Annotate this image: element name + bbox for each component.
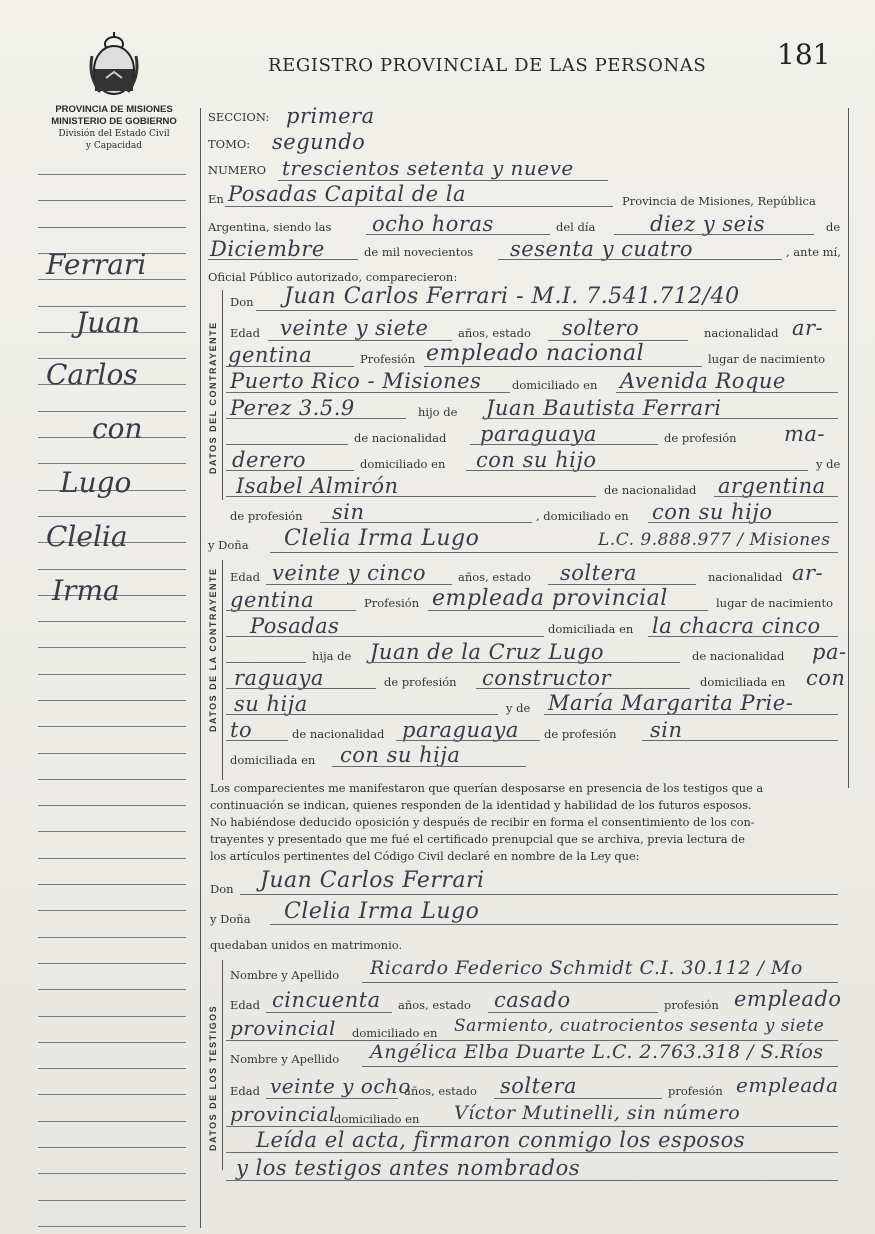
value-nac-padre-ella-b: raguaya [234,666,324,690]
org-line-2: MINISTERIO DE GOBIERNO [51,116,177,127]
label-argentina-siendo: Argentina, siendo las [208,220,332,234]
margin-rule [38,753,186,754]
value-padre-el: Juan Bautista Ferrari [486,396,722,420]
label-t2-anos-estado: años, estado [404,1084,477,1098]
label-domiciliado-el: domiciliado en [512,378,598,392]
label-de-mil: de mil novecientos [364,245,474,259]
margin-rule [38,1042,186,1043]
margin-name-2: Juan [76,306,140,339]
value-nac-padre-el: paraguaya [480,422,597,446]
value-dom-el-b: Perez 3.5.9 [230,396,355,420]
value-seccion: primera [286,104,375,128]
org-block [30,104,198,152]
value-decl-don: Juan Carlos Ferrari [260,868,485,893]
margin-rule [38,1173,186,1174]
paragraph-line-4: trayentes y presentado que me fué el certificado prenupcial que se archiva, previa lectura de [210,833,745,846]
value-numero: trescientos setenta y nueve [282,156,574,180]
page-title: REGISTRO PROVINCIAL DE LAS PERSONAS [268,55,707,76]
label-prof-madre-el: de profesión [230,509,303,523]
label-don: Don [230,295,254,309]
label-dom-padre-ella: domiciliada en [700,675,786,689]
value-t1-edad: cincuenta [272,988,381,1012]
value-lugar: Posadas Capital de la [228,182,467,206]
value-prof-madre-el: sin [332,500,365,524]
value-t2-prof-a: empleada [736,1073,839,1097]
contrayente-rule [222,290,223,500]
contrayente-f-rule [222,560,223,780]
label-quedaban: quedaban unidos en matrimonio. [210,938,403,952]
value-lugar-nac-el: Puerto Rico - Misiones [230,369,482,393]
value-t1-nombre: Ricardo Federico Schmidt C.I. 30.112 / Mo [370,957,803,979]
label-profesion-ella: Profesión [364,596,420,610]
label-prof-madre-ella: de profesión [544,727,617,741]
label-dom-padre-el: domiciliado en [360,457,446,471]
value-nac-el-b: gentina [228,343,313,367]
value-prof-padre-ella: constructor [482,666,612,690]
label-dom-madre-ella: domiciliada en [230,753,316,767]
value-madre-ella-a: María Margarita Prie- [548,691,794,715]
label-t2-nombre: Nombre y Apellido [230,1052,340,1066]
margin-rule [38,516,186,517]
label-y-de: y de [816,457,841,471]
value-dona: Clelia Irma Lugo [284,526,480,551]
label-nac-madre-el: de nacionalidad [604,483,697,497]
label-y-dona: y Doña [208,538,249,552]
margin-rule [38,963,186,964]
label-t2-domiciliado: domiciliado en [334,1112,420,1126]
value-t1-dom: Sarmiento, cuatrocientos sesenta y siete [454,1016,825,1036]
value-t2-dom: Víctor Mutinelli, sin número [454,1102,741,1124]
coat-of-arms-icon [86,26,142,98]
value-t1-prof-a: empleado [734,987,842,1011]
label-hija-de: hija de [312,649,352,663]
section-label-contrayente: DATOS DEL CONTRAYENTE [208,321,218,474]
margin-rule [38,858,186,859]
value-estado-ella: soltera [560,561,638,585]
left-column-rule [200,108,201,1228]
margin-rule [38,1147,186,1148]
label-en: En [208,192,224,206]
value-nac-madre-el: argentina [718,474,826,498]
paragraph-line-5: los artículos pertinentes del Código Civil declaré en nombre de la Ley que: [210,850,640,863]
margin-name-4: con [92,412,143,445]
value-dona-doc: L.C. 9.888.977 / Misiones [598,530,831,550]
label-del-dia: del día [556,220,596,234]
value-estado-el: soltero [562,316,640,340]
label-de-1: de [826,220,841,234]
value-prof-padre-a: ma- [784,422,826,446]
margin-rule [38,726,186,727]
value-t2-nombre: Angélica Elba Duarte L.C. 2.763.318 / S.Ríos [370,1041,824,1063]
paragraph-line-1: Los comparecientes me manifestaron que querían desposarse en presencia de los testigos que a [210,782,764,795]
label-anos-estado-ella: años, estado [458,570,531,584]
margin-rule [38,937,186,938]
margin-rule [38,989,186,990]
margin-rule [38,805,186,806]
value-padre-ella: Juan de la Cruz Lugo [370,640,605,664]
margin-name-3: Carlos [46,358,138,391]
value-t2-edad: veinte y ocho [270,1074,411,1098]
right-rule [848,108,849,788]
label-tomo: TOMO: [208,137,251,151]
margin-rule [38,700,186,701]
value-prof-padre-b: derero [232,448,307,472]
paragraph-line-3: No habiéndose deducido oposición y después de recibir en forma el consentimiento de los con- [210,816,755,829]
margin-rule [38,779,186,780]
margin-rule [38,463,186,464]
margin-rule [38,674,186,675]
value-anio: sesenta y cuatro [510,237,694,261]
value-t2-estado: soltera [500,1074,578,1098]
label-hijo-de: hijo de [418,405,458,419]
section-label-contrayente-f: DATOS DE LA CONTRAYENTE [208,567,218,732]
closing-line-1: Leída el acta, firmaron conmigo los esposos [256,1128,746,1152]
label-domiciliada-ella: domiciliada en [548,622,634,636]
label-prof-padre-ella: de profesión [384,675,457,689]
margin-rule [38,621,186,622]
label-nac-padre-ella: de nacionalidad [692,649,785,663]
value-dom-padre-ella-b: su hija [234,692,308,716]
paragraph-line-2: continuación se indican, quienes responden de la identidad y habilidad de los futuros esposos. [210,799,752,812]
label-oficial: Oficial Público autorizado, comparecieron: [208,270,458,284]
label-t2-edad: Edad [230,1084,260,1098]
margin-name-7: Irma [52,574,120,607]
margin-rule [38,1016,186,1017]
margin-rule [38,1121,186,1122]
label-decl-don: Don [210,882,234,896]
margin-rule [38,1094,186,1095]
testigos-rule [222,960,223,1170]
label-lugar-nac-el: lugar de nacimiento [708,352,825,366]
value-t1-prof-b: provincial [230,1016,336,1040]
value-mes: Diciembre [210,237,325,261]
value-t1-estado: casado [494,988,571,1012]
label-t1-nombre: Nombre y Apellido [230,968,340,982]
label-t1-anos-estado: años, estado [398,998,471,1012]
value-nac-madre-ella: paraguaya [402,718,519,742]
value-nac-ella-b: gentina [230,588,315,612]
closing-line-2: y los testigos antes nombrados [236,1156,580,1180]
value-prof-madre-ella: sin [650,718,683,742]
label-nac-madre-ella: de nacionalidad [292,727,385,741]
value-dom-padre-el: con su hijo [476,448,597,472]
label-dom-madre-el: , domiciliado en [536,509,629,523]
value-edad-el: veinte y siete [280,316,429,340]
label-anos-estado-el: años, estado [458,326,531,340]
value-dom-madre-ella: con su hija [340,743,461,767]
org-line-1: PROVINCIA DE MISIONES [55,104,173,115]
label-t2-profesion: profesión [668,1084,723,1098]
org-line-3: División del Estado Civil [58,129,170,139]
label-nac-padre-el: de nacionalidad [354,431,447,445]
value-dom-ella: la chacra cinco [652,614,821,638]
value-t2-prof-b: provincial [230,1102,336,1126]
section-label-testigos: DATOS DE LOS TESTIGOS [208,1004,218,1151]
value-prof-ella: empleada provincial [432,586,668,611]
margin-rule [38,174,186,175]
value-lugar-nac-ella: Posadas [250,614,340,638]
label-numero: NUMERO [208,163,267,177]
value-dom-el-a: Avenida Roque [620,369,786,393]
margin-rule [38,200,186,201]
margin-rule [38,227,186,228]
label-ante-mi: , ante mí, [786,245,841,259]
value-dom-madre-el: con su hijo [652,500,773,524]
margin-rule [38,884,186,885]
label-nacionalidad-el: nacionalidad [704,326,779,340]
value-madre-el: Isabel Almirón [236,474,399,498]
label-edad-el: Edad [230,326,260,340]
margin-rule [38,647,186,648]
value-nac-ella-a: ar- [792,561,824,585]
value-don: Juan Carlos Ferrari - M.I. 7.541.712/40 [284,284,740,309]
value-nac-el-a: ar- [792,316,824,340]
label-decl-dona: y Doña [210,912,251,926]
value-nac-padre-ella-a: pa- [812,640,847,664]
value-hora: ocho horas [372,212,494,236]
label-profesion-el: Profesión [360,352,416,366]
label-lugar-nac-ella: lugar de nacimiento [716,596,833,610]
label-seccion: SECCION: [208,110,270,124]
value-dia: diez y seis [650,212,766,236]
margin-rule [38,1200,186,1201]
value-prof-el: empleado nacional [426,341,645,366]
label-prof-padre-el: de profesión [664,431,737,445]
org-line-4: y Capacidad [85,141,143,151]
label-t1-edad: Edad [230,998,260,1012]
margin-name-1: Ferrari [46,248,147,281]
margin-name-5: Lugo [60,466,132,499]
folio-number: 181 [777,38,831,71]
margin-name-6: Clelia [46,520,128,553]
margin-rule [38,569,186,570]
label-y-de-ella: y de [506,701,531,715]
margin-rule [38,910,186,911]
margin-rule [38,831,186,832]
margin-rule [38,1226,186,1227]
value-tomo: segundo [272,130,366,154]
declaration-paragraph [210,780,763,865]
label-t1-profesion: profesión [664,998,719,1012]
value-edad-ella: veinte y cinco [272,561,427,585]
label-nacionalidad-ella: nacionalidad [708,570,783,584]
label-provincia: Provincia de Misiones, República [622,194,816,208]
margin-rule [38,1068,186,1069]
value-madre-ella-b: to [230,718,253,742]
label-t1-domiciliado: domiciliado en [352,1026,438,1040]
label-edad-ella: Edad [230,570,260,584]
value-decl-dona: Clelia Irma Lugo [284,899,480,924]
value-dom-padre-ella-a: con [806,666,846,690]
